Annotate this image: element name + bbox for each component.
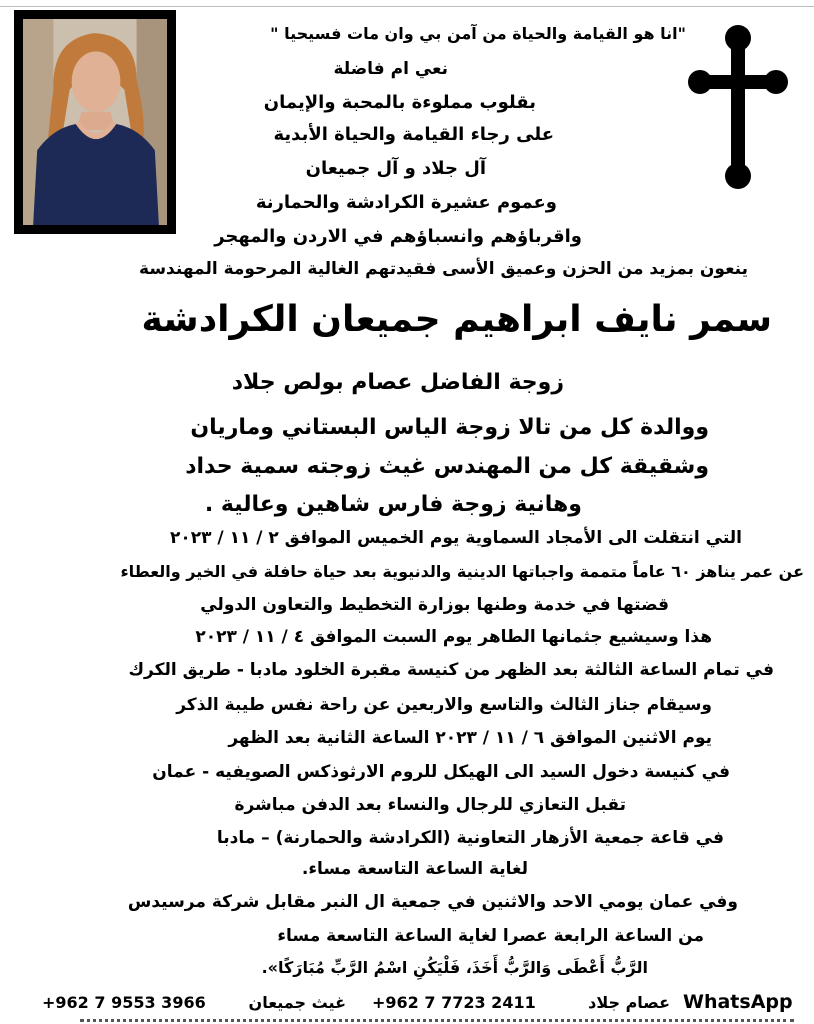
- opening-verse: "انا هو القيامة والحياة من آمن بي وان مات فسيحيا ": [270, 24, 686, 43]
- body-line: لغاية الساعة التاسعة مساء.: [301, 859, 528, 879]
- whatsapp-label: WhatsApp: [683, 991, 793, 1013]
- portrait-photo: [23, 19, 167, 225]
- header-line: وعموم عشيرة الكرادشة والحمارنة: [255, 192, 557, 213]
- body-line: وسيقام جناز الثالث والتاسع والاربعين عن راحة نفس طيبة الذكر: [176, 695, 712, 715]
- body-line: من الساعة الرابعة عصرا لغاية الساعة التاسعة مساء: [277, 926, 704, 946]
- announce-line: ينعون بمزيد من الحزن وعميق الأسى فقيدتهم الغالية المرحومة المهندسة: [139, 259, 748, 279]
- relation-line: ووالدة كل من تالا زوجة الياس البستاني وماريان: [190, 415, 709, 440]
- header-line: بقلوب مملوءة بالمحبة والإيمان: [263, 92, 536, 113]
- contact-2-phone: +962 7 9553 3966: [42, 993, 206, 1012]
- body-line: قضتها في خدمة وطنها بوزارة التخطيط والتعاون الدولي: [200, 595, 669, 615]
- relation-line: زوجة الفاضل عصام بولص جلاد: [231, 370, 564, 395]
- body-line: تقبل التعازي للرجال والنساء بعد الدفن مباشرة: [234, 795, 626, 815]
- body-line: في تمام الساعة الثالثة بعد الظهر من كنيسة مقبرة الخلود مادبا - طريق الكرك: [128, 660, 774, 680]
- deceased-name: سمر نايف ابراهيم جميعان الكرادشة: [141, 299, 772, 340]
- body-line: التي انتقلت الى الأمجاد السماوية يوم الخميس الموافق ٢ / ١١ / ٢٠٢٣: [170, 528, 742, 548]
- relation-line: وهانية زوجة فارس شاهين وعالية .: [204, 492, 582, 517]
- body-line: وفي عمان يومي الاحد والاثنين في جمعية ال النبر مقابل شركة مرسيدس: [127, 892, 738, 912]
- body-line: في كنيسة دخول السيد الى الهيكل للروم الارثوذكس الصويفيه - عمان: [152, 762, 730, 782]
- contact-1-phone: +962 7 7723 2411: [372, 993, 536, 1012]
- relation-line: وشقيقة كل من المهندس غيث زوجته سمية حداد: [185, 454, 709, 479]
- body-line: عن عمر يناهز ٦٠ عاماً متممة واجباتها الدينية والدنيوية بعد حياة حافلة في الخير والعطاء: [120, 562, 804, 581]
- header-line: على رجاء القيامة والحياة الأبدية: [273, 124, 554, 145]
- header-line: آل جلاد و آل جميعان: [305, 158, 486, 179]
- header-line: واقرباؤهم وانسباؤهم في الاردن والمهجر: [214, 226, 582, 247]
- body-line: هذا وسيشيع جثمانها الطاهر يوم السبت الموافق ٤ / ١١ / ٢٠٢٣: [195, 627, 712, 647]
- closing-verse: الرَّبُّ أَعْطَى وَالرَّبُّ أَخَذَ، فَلْيَكُنِ اسْمُ الرَّبِّ مُبَارَكًا».: [261, 958, 648, 977]
- cut-off-line: [80, 1017, 794, 1024]
- portrait-frame: [14, 10, 176, 234]
- body-line: في قاعة جمعية الأزهار التعاونية (الكرادشة والحمارنة) – مادبا: [216, 828, 724, 848]
- contact-1-name: عصام جلاد: [588, 993, 670, 1012]
- contact-2-name: غيث جميعان: [248, 993, 346, 1012]
- top-border: [0, 6, 814, 7]
- body-line: يوم الاثنين الموافق ٦ / ١١ / ٢٠٢٣ الساعة الثانية بعد الظهر: [228, 728, 712, 748]
- cross-icon: [688, 24, 788, 190]
- header-line: نعي ام فاضلة: [333, 59, 448, 79]
